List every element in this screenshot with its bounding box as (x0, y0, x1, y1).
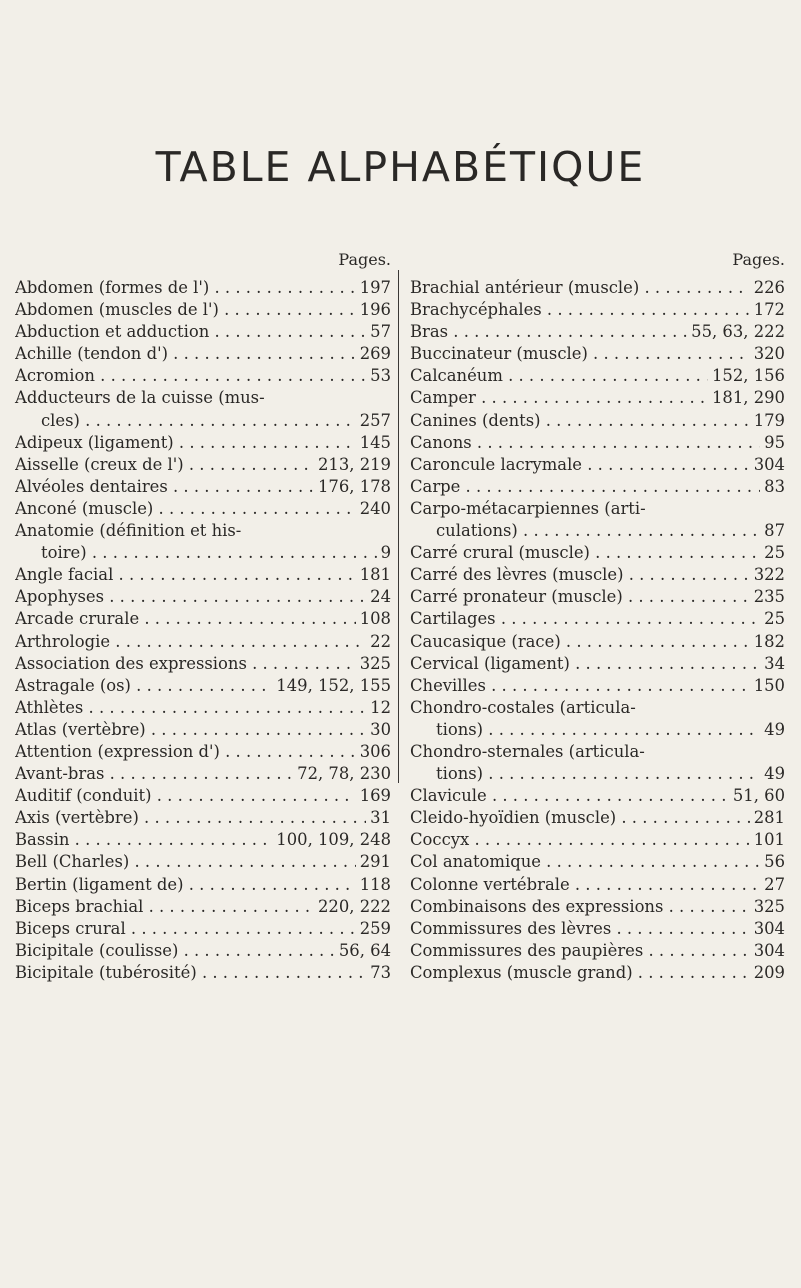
pages-header-right: Pages. (732, 250, 785, 269)
entry-pages: 95 (760, 432, 785, 454)
entry-pages: 150 (750, 675, 785, 697)
index-entry (410, 498, 785, 520)
index-entry (410, 277, 785, 299)
entry-label: Carpe . . . (410, 476, 760, 498)
entry-label: Achille (tendon d') . . . (15, 343, 356, 365)
entry-label: Carré des lèvres (muscle) . . . (410, 564, 750, 586)
entry-label: Commissures des lèvres . . . (410, 918, 750, 940)
index-entry (15, 675, 391, 697)
entry-label: Buccinateur (muscle) . . . (410, 343, 750, 365)
entry-pages: 257 (356, 410, 391, 432)
index-entry (410, 829, 785, 851)
entry-pages: 73 (366, 962, 391, 984)
entry-label: Auditif (conduit) . . . (15, 785, 356, 807)
entry-pages: 209 (750, 962, 785, 984)
entry-pages: 152, 156 (708, 365, 785, 387)
entry-pages: 12 (366, 697, 391, 719)
entry-pages: 34 (760, 653, 785, 675)
entry-pages: 83 (760, 476, 785, 498)
entry-pages: 55, 63, 222 (687, 321, 785, 343)
index-entry (15, 520, 391, 542)
index-entry (410, 719, 785, 741)
entry-label: Anconé (muscle) . . . (15, 498, 356, 520)
entry-pages: 281 (750, 807, 785, 829)
entry-pages: 259 (356, 918, 391, 940)
entry-label: culations) . . . (410, 520, 760, 542)
index-entry (15, 343, 391, 365)
entry-label: Athlètes . . . (15, 697, 366, 719)
index-entry (15, 851, 391, 873)
entry-pages: 100, 109, 248 (272, 829, 391, 851)
page-title: TABLE ALPHABÉTIQUE (155, 143, 646, 191)
entry-label: Adipeux (ligament) . . . (15, 432, 356, 454)
entry-pages: 101 (750, 829, 785, 851)
index-entry (15, 962, 391, 984)
entry-pages: 24 (366, 586, 391, 608)
index-entry (15, 586, 391, 608)
index-entry (15, 785, 391, 807)
index-entry (410, 940, 785, 962)
index-entry (410, 476, 785, 498)
entry-label: Aisselle (creux de l') . . . (15, 454, 314, 476)
entry-label: Alvéoles dentaires . . . (15, 476, 314, 498)
entry-pages: 269 (356, 343, 391, 365)
entry-label: Chevilles . . . (410, 675, 750, 697)
entry-label: Astragale (os) . . . (15, 675, 272, 697)
index-entry (15, 542, 391, 564)
index-entry (15, 387, 391, 409)
index-entry (15, 454, 391, 476)
entry-pages: 196 (356, 299, 391, 321)
entry-pages: 25 (760, 608, 785, 630)
entry-label: Camper . . . (410, 387, 708, 409)
index-entry (410, 874, 785, 896)
index-entry (15, 299, 391, 321)
index-entry (15, 807, 391, 829)
entry-pages: 27 (760, 874, 785, 896)
entry-pages: 30 (366, 719, 391, 741)
entry-pages: 149, 152, 155 (272, 675, 391, 697)
index-entry (15, 741, 391, 763)
index-entry (15, 719, 391, 741)
entry-label: Brachycéphales . . . (410, 299, 750, 321)
entry-label: Apophyses . . . (15, 586, 366, 608)
entry-pages: 176, 178 (314, 476, 391, 498)
entry-pages: 179 (750, 410, 785, 432)
index-entry (15, 763, 391, 785)
entry-pages: 220, 222 (314, 896, 391, 918)
entry-label: Adducteurs de la cuisse (mus- (15, 388, 265, 408)
entry-label: Bicipitale (coulisse) . . . (15, 940, 335, 962)
entry-label: Arcade crurale . . . (15, 608, 356, 630)
entry-label: Caroncule lacrymale . . . (410, 454, 750, 476)
index-entry (410, 520, 785, 542)
entry-label: Coccyx . . . (410, 829, 750, 851)
entry-label: tions) . . . (410, 719, 760, 741)
index-entry (15, 410, 391, 432)
entry-label: Bassin . . . (15, 829, 272, 851)
entry-label: Colonne vertébrale . . . (410, 874, 760, 896)
index-entry (410, 608, 785, 630)
entry-label: Bell (Charles) . . . (15, 851, 356, 873)
index-entry (15, 896, 391, 918)
entry-label: Attention (expression d') . . . (15, 741, 356, 763)
entry-pages: 145 (356, 432, 391, 454)
entry-pages: 72, 78, 230 (293, 763, 391, 785)
entry-label: Carré pronateur (muscle) . . . (410, 586, 750, 608)
entry-pages: 325 (356, 653, 391, 675)
entry-label: Cervical (ligament) . . . (410, 653, 760, 675)
index-entry (410, 785, 785, 807)
entry-label: Clavicule . . . (410, 785, 729, 807)
index-entry (410, 299, 785, 321)
entry-label: Cleido-hyoïdien (muscle) . . . (410, 807, 750, 829)
entry-label: Cartilages . . . (410, 608, 760, 630)
entry-label: Combinaisons des expressions . . . (410, 896, 750, 918)
index-entry (410, 675, 785, 697)
index-entry (15, 631, 391, 653)
entry-label: Caucasique (race) . . . (410, 631, 750, 653)
entry-label: Acromion . . . (15, 365, 366, 387)
entry-pages: 320 (750, 343, 785, 365)
entry-pages: 118 (356, 874, 391, 896)
index-entry (410, 586, 785, 608)
pages-header-left: Pages. (338, 250, 391, 269)
index-entry (410, 432, 785, 454)
entry-pages: 31 (366, 807, 391, 829)
entry-label: Atlas (vertèbre) . . . (15, 719, 366, 741)
entry-label: Association des expressions . . . (15, 653, 356, 675)
entry-pages: 169 (356, 785, 391, 807)
entry-pages: 304 (750, 454, 785, 476)
index-entry (410, 653, 785, 675)
index-entry (410, 851, 785, 873)
entry-pages: 87 (760, 520, 785, 542)
entry-label: Col anatomique . . . (410, 851, 760, 873)
entry-pages: 57 (366, 321, 391, 343)
index-entry (15, 432, 391, 454)
index-entry (410, 343, 785, 365)
index-entry (15, 874, 391, 896)
entry-label: Brachial antérieur (muscle) . . . (410, 277, 750, 299)
entry-pages: 49 (760, 763, 785, 785)
index-entry (15, 829, 391, 851)
entry-label: Calcanéum . . . (410, 365, 708, 387)
index-entry (410, 387, 785, 409)
entry-label: Biceps brachial . . . (15, 896, 314, 918)
entry-label: tions) . . . (410, 763, 760, 785)
index-entry (15, 277, 391, 299)
entry-pages: 226 (750, 277, 785, 299)
entry-label: Canines (dents) . . . (410, 410, 750, 432)
index-entry (15, 321, 391, 343)
entry-pages: 304 (750, 940, 785, 962)
entry-label: Bicipitale (tubérosité) . . . (15, 962, 366, 984)
index-entry (15, 940, 391, 962)
entry-label: Arthrologie . . . (15, 631, 366, 653)
entry-pages: 325 (750, 896, 785, 918)
index-entry (15, 564, 391, 586)
entry-pages: 197 (356, 277, 391, 299)
index-entry (15, 476, 391, 498)
entry-pages: 291 (356, 851, 391, 873)
entry-pages: 181 (356, 564, 391, 586)
entry-label: Abdomen (formes de l') . . . (15, 277, 356, 299)
entry-label: Angle facial . . . (15, 564, 356, 586)
entry-label: Anatomie (définition et his- (15, 521, 242, 541)
index-entry (410, 962, 785, 984)
index-entry (410, 631, 785, 653)
entry-pages: 25 (760, 542, 785, 564)
entry-label: Bertin (ligament de) . . . (15, 874, 356, 896)
entry-label: toire) . . . (15, 542, 377, 564)
index-entry (15, 608, 391, 630)
entry-pages: 172 (750, 299, 785, 321)
entry-pages: 182 (750, 631, 785, 653)
index-entry (15, 365, 391, 387)
index-entry (410, 763, 785, 785)
index-entry (15, 918, 391, 940)
index-entry (410, 564, 785, 586)
entry-pages: 108 (356, 608, 391, 630)
index-list-right (410, 277, 785, 984)
index-entry (410, 807, 785, 829)
entry-pages: 304 (750, 918, 785, 940)
index-entry (15, 498, 391, 520)
entry-pages: 56, 64 (335, 940, 391, 962)
entry-label: Axis (vertèbre) . . . (15, 807, 366, 829)
index-entry (410, 896, 785, 918)
entry-pages: 56 (760, 851, 785, 873)
entry-label: Chondro-costales (articula- (410, 697, 636, 717)
index-entry (410, 697, 785, 719)
entry-pages: 9 (377, 542, 391, 564)
index-list-left (15, 277, 391, 984)
entry-pages: 306 (356, 741, 391, 763)
entry-pages: 181, 290 (708, 387, 785, 409)
entry-label: Carré crural (muscle) . . . (410, 542, 760, 564)
entry-pages: 22 (366, 631, 391, 653)
entry-pages: 213, 219 (314, 454, 391, 476)
entry-pages: 240 (356, 498, 391, 520)
entry-label: Abduction et adduction . . . (15, 321, 366, 343)
entry-label: Biceps crural . . . (15, 918, 356, 940)
entry-pages: 53 (366, 365, 391, 387)
entry-pages: 51, 60 (729, 785, 785, 807)
entry-label: cles) . . . (15, 410, 356, 432)
index-entry (410, 321, 785, 343)
entry-pages: 49 (760, 719, 785, 741)
entry-label: Carpo-métacarpiennes (arti- (410, 498, 646, 518)
entry-pages: 322 (750, 564, 785, 586)
index-entry (410, 741, 785, 763)
column-divider (398, 270, 399, 783)
entry-label: Abdomen (muscles de l') . . . (15, 299, 356, 321)
index-entry (15, 697, 391, 719)
index-entry (15, 653, 391, 675)
index-entry (410, 365, 785, 387)
entry-pages: 235 (750, 586, 785, 608)
entry-label: Complexus (muscle grand) . . . (410, 962, 750, 984)
index-entry (410, 542, 785, 564)
entry-label: Canons . . . (410, 432, 760, 454)
entry-label: Avant-bras . . . (15, 763, 293, 785)
entry-label: Chondro-sternales (articula- (410, 741, 645, 761)
entry-label: Commissures des paupières . . . (410, 940, 750, 962)
index-entry (410, 410, 785, 432)
index-entry (410, 454, 785, 476)
entry-label: Bras . . . (410, 321, 687, 343)
index-entry (410, 918, 785, 940)
